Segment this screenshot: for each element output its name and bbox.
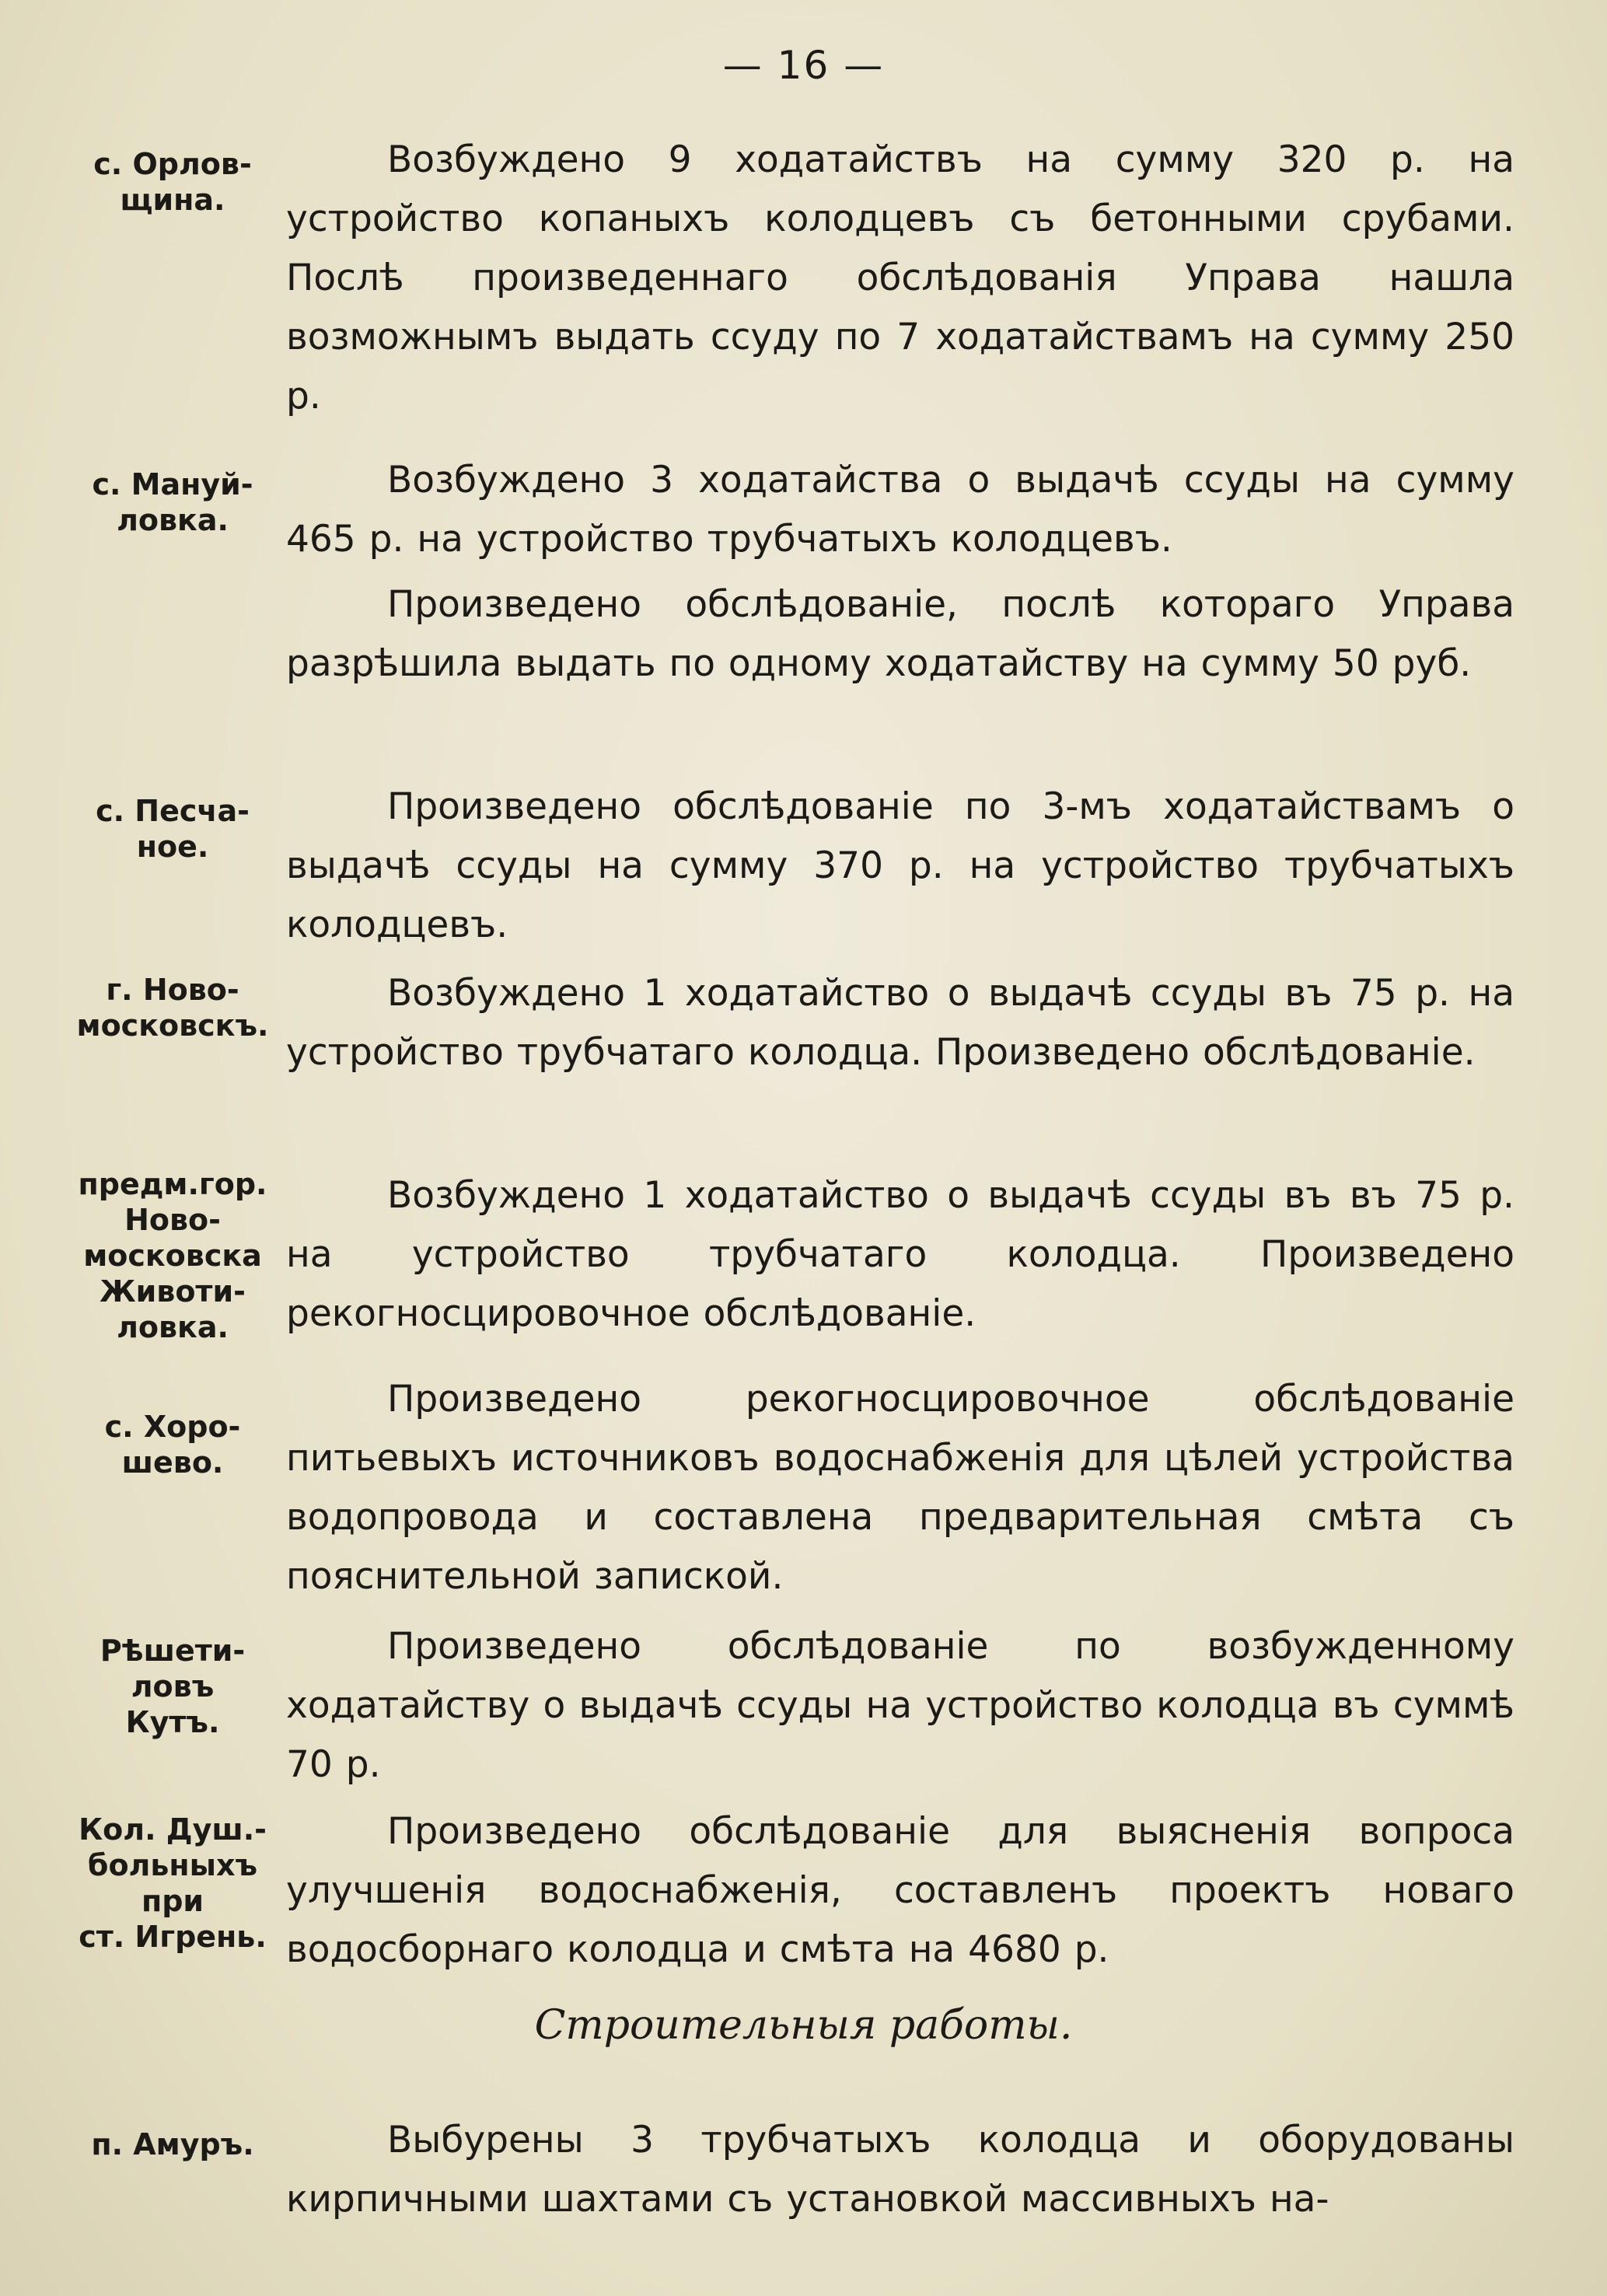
- side-label: [64, 1409, 281, 1480]
- paragraph: Произведено обслѣдованіе, послѣ котораго Управа разрѣшила выдать по одному ходатайству на сумму 50 руб.: [286, 583, 1514, 685]
- side-label-line: п. Амуръ.: [91, 2127, 254, 2161]
- side-label: [64, 1633, 281, 1740]
- side-label-line: московска: [83, 1239, 262, 1273]
- side-label: [64, 972, 281, 1043]
- paragraph: Произведено рекогносцировочное обслѣдованіе питьевыхъ источниковъ водоснабженія для цѣлей устройства водопровода и составлена предварительная смѣта съ пояснительной запиской.: [286, 1378, 1514, 1598]
- side-label-line: Кол. Душ.-: [79, 1812, 267, 1847]
- paragraph: Произведено обслѣдованіе по возбужденному ходатайству о выдачѣ ссуды на устройство колодца въ суммѣ 70 р.: [286, 1625, 1514, 1786]
- side-label-line: Кутъ.: [125, 1705, 220, 1739]
- side-label-line: ное.: [136, 830, 209, 864]
- paragraph: Возбуждено 1 ходатайство о выдачѣ ссуды въ въ 75 р. на устройство трубчатаго колодца. Произведено рекогносцировочное обслѣдованіе.: [286, 1174, 1514, 1335]
- side-label-line: с. Хоро-: [104, 1410, 241, 1444]
- section-heading: Строительныя работы.: [534, 2002, 1073, 2049]
- side-label-line: с. Мануй-: [92, 467, 253, 501]
- side-label-line: Ново-: [124, 1203, 221, 1237]
- side-label-line: ловъ: [131, 1669, 215, 1704]
- side-label: [64, 146, 281, 218]
- paragraph: Произведено обслѣдованіе по 3-мъ ходатайствамъ о выдачѣ ссуды на сумму 370 р. на устройство трубчатыхъ колодцевъ.: [286, 785, 1514, 946]
- side-label-line: ст. Игрень.: [79, 1920, 267, 1954]
- side-label-line: Рѣшети-: [100, 1634, 246, 1668]
- side-label: [64, 1812, 281, 1955]
- side-label-line: при: [141, 1884, 204, 1918]
- side-label-line: Животи-: [100, 1274, 246, 1309]
- side-label-line: предм.гор.: [78, 1167, 267, 1201]
- paragraph: Выбурены 3 трубчатыхъ колодца и оборудованы кирпичными шахтами съ установкой массивныхъ на-: [286, 2119, 1514, 2221]
- side-label: [64, 2127, 281, 2162]
- paragraph: Возбуждено 9 ходатайствъ на сумму 320 р. на устройство копаныхъ колодцевъ съ бетонными срубами. Послѣ произведеннаго обслѣдованія Управа нашла возможнымъ выдать ссуду по 7 ходатайствамъ на сумму 250 р.: [286, 138, 1514, 418]
- paragraph: Возбуждено 3 ходатайства о выдачѣ ссуды на сумму 465 р. на устройство трубчатыхъ колодцевъ.: [286, 459, 1514, 561]
- side-label-line: больныхъ: [87, 1848, 258, 1882]
- side-label: [64, 1166, 281, 1345]
- side-label-line: московскъ.: [76, 1008, 269, 1043]
- side-label: [64, 793, 281, 865]
- side-label-line: г. Ново-: [106, 973, 239, 1007]
- side-label-line: щина.: [120, 183, 225, 217]
- side-label: [64, 467, 281, 538]
- side-label-line: шево.: [121, 1445, 224, 1480]
- side-label-line: с. Песча-: [96, 794, 250, 828]
- page-number: — 16 —: [722, 43, 885, 88]
- paragraph: Возбуждено 1 ходатайство о выдачѣ ссуды въ 75 р. на устройство трубчатаго колодца. Произведено обслѣдованіе.: [286, 972, 1514, 1074]
- side-label-line: ловка.: [117, 1310, 229, 1344]
- side-label-line: с. Орлов-: [93, 147, 252, 181]
- side-label-line: ловка.: [117, 503, 229, 537]
- paragraph: Произведено обслѣдованіе для выясненія вопроса улучшенія водоснабженія, составленъ проектъ новаго водосборнаго колодца и смѣта на 4680 р.: [286, 1810, 1514, 1971]
